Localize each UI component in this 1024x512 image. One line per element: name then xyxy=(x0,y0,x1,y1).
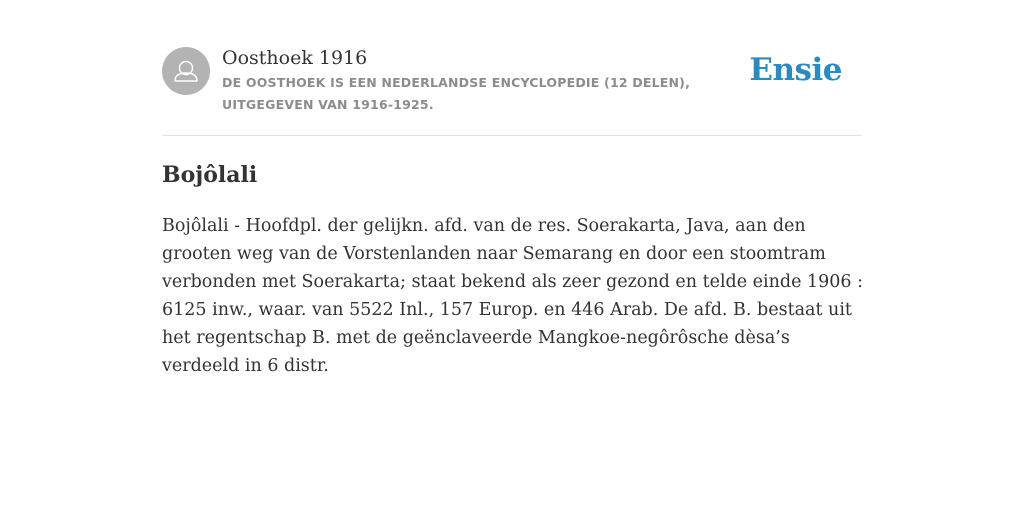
article-body: Bojôlali - Hoofdpl. der gelijkn. afd. van de res. Soerakarta, Java, aan den grooten weg van de Vorstenlanden naar Semarang en door een stoomtram verbonden met Soerakarta; staat bekend als zeer gezond en telde einde 1906 : 6125 inw., waar. van 5522 Inl., 157 Europ. en 446 Arab. De afd. B. bestaat uit het regentschap B. met de geënclaveerde Mangkoe-negôrôsche dèsa’s verdeeld in 6 distr. xyxy=(162,216,864,376)
source-name[interactable]: Oosthoek 1916 xyxy=(222,47,368,69)
brand-logo[interactable]: Ensie xyxy=(749,52,842,88)
article-title: Bojôlali xyxy=(162,162,258,188)
source-header xyxy=(162,46,862,136)
header-divider xyxy=(162,135,862,136)
person-silhouette-icon xyxy=(162,47,210,95)
user-avatar-icon[interactable] xyxy=(162,47,210,95)
source-description: DE OOSTHOEK IS EEN NEDERLANDSE ENCYCLOPEDIE (12 DELEN), UITGEGEVEN VAN 1916-1925. xyxy=(222,75,691,112)
